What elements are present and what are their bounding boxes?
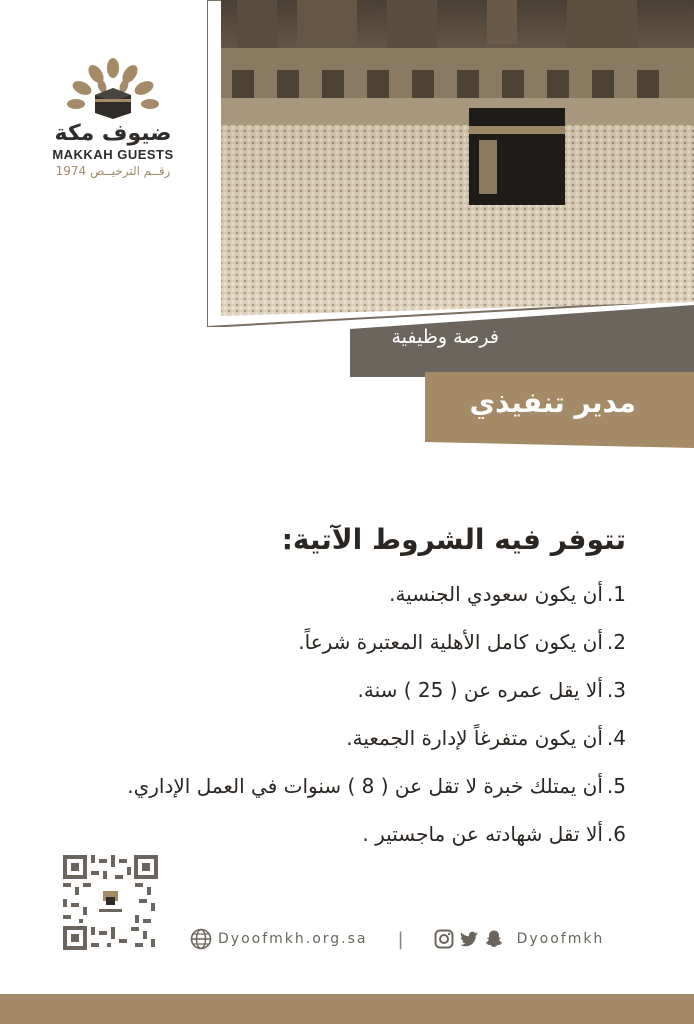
contact-separator: | <box>397 928 404 950</box>
logo-name-english: MAKKAH GUESTS <box>52 147 174 162</box>
makkah-guests-logo <box>28 58 198 178</box>
logo-emblem-icon <box>58 58 168 120</box>
contact-info <box>190 926 604 952</box>
condition-item <box>26 618 626 666</box>
condition-number: 3. <box>606 678 626 702</box>
condition-text: أن يمتلك خبرة لا تقل عن ( 8 ) سنوات في العمل الإداري. <box>127 774 603 798</box>
condition-item <box>26 714 626 762</box>
condition-number: 2. <box>606 630 626 654</box>
condition-text: أن يكون كامل الأهلية المعتبرة شرعاً. <box>298 630 603 654</box>
conditions-section <box>26 520 626 858</box>
kaaba-photo <box>207 0 694 327</box>
instagram-icon[interactable] <box>434 929 454 949</box>
condition-number: 4. <box>606 726 626 750</box>
condition-text: ألا تقل شهادته عن ماجستير . <box>362 822 603 846</box>
footer-bar <box>0 994 694 1024</box>
banner-subtitle: فرصة وظيفية <box>391 326 499 348</box>
condition-text: أن يكون سعودي الجنسية. <box>389 582 603 606</box>
twitter-icon[interactable] <box>459 929 479 949</box>
condition-item <box>26 810 626 858</box>
condition-item <box>26 570 626 618</box>
logo-name-arabic: ضيوف مكة <box>54 121 172 146</box>
condition-item <box>26 762 626 810</box>
globe-icon <box>190 928 212 950</box>
conditions-list <box>26 570 626 858</box>
condition-item <box>26 666 626 714</box>
job-title: مدير تنفيذي <box>469 386 636 419</box>
condition-number: 5. <box>606 774 626 798</box>
snapchat-icon[interactable] <box>484 929 504 949</box>
condition-number: 6. <box>606 822 626 846</box>
qr-code[interactable] <box>63 855 158 950</box>
condition-text: ألا يقل عمره عن ( 25 ) سنة. <box>357 678 603 702</box>
condition-text: أن يكون متفرغاً لإدارة الجمعية. <box>346 726 603 750</box>
conditions-heading: تتوفر فيه الشروط الآتية: <box>281 523 626 556</box>
license-number: رقــم الترخيــص 1974 <box>55 164 171 178</box>
condition-number: 1. <box>606 582 626 606</box>
social-handle[interactable]: Dyoofmkh <box>516 931 605 947</box>
website-link[interactable]: Dyoofmkh.org.sa <box>218 931 368 947</box>
